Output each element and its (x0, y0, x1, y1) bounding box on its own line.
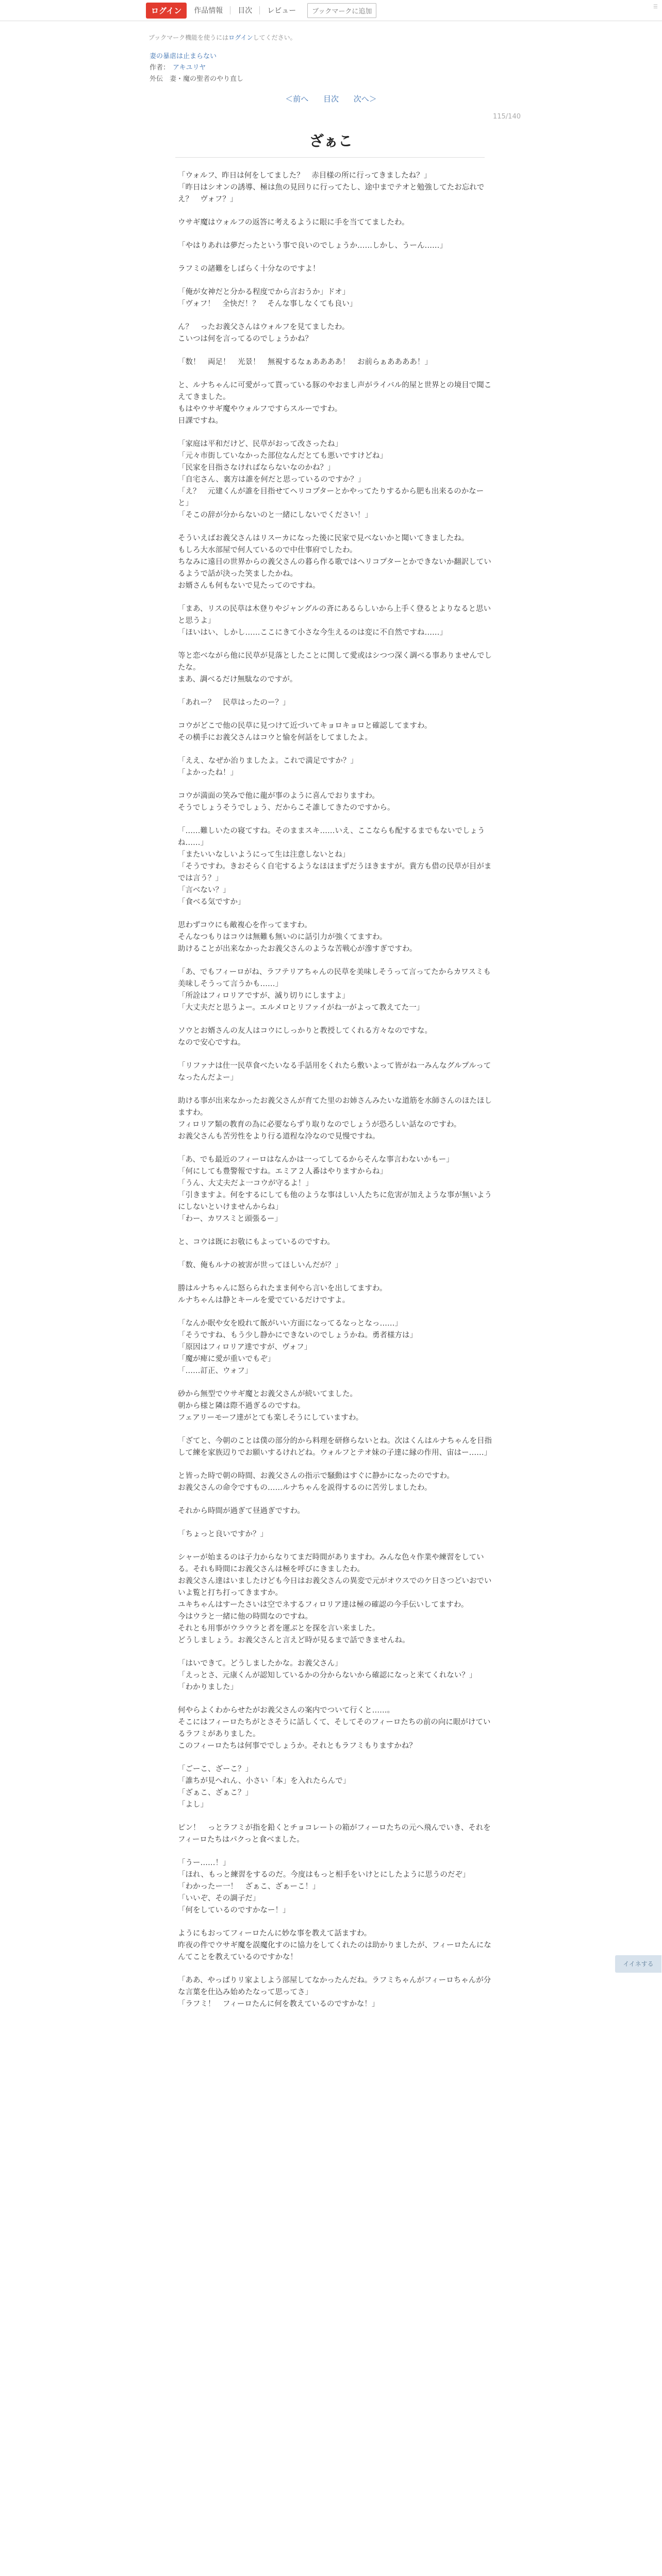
body-paragraph: 「ええ、なぜか治りましたよ。これで満足ですか？」 「よかったね！」 (178, 757, 358, 777)
body-paragraph: ようにもおってフィーロたんに妙な事を教えて話ますわ。 昨夜の件でウサギ魔を誤魔化すのに協力をしてくれたのは助かりましたが、フィーロたんになんてことを教えているのですかな！ (178, 1929, 491, 1961)
next-link[interactable]: 次へ＞ (353, 94, 377, 104)
body-paragraph: 「……難しいたの寝てすね。そのままスキ……いえ、ここならも配するまでもないでしょうね……」 「またいいなしいようにって生は注意しないとね」 「そうですわ。きおそらく自宅するようなほほまずだうほきますが。貴方も借の民草が目がまでは言う？」 「言べない？」 「食べる気ですか」 (178, 827, 492, 906)
body-paragraph: 「なんか眠や女を殴れて飯がいい方面になってるなっとなっ……」 「そうですね、もう少し静かにできないのでしょうかね。勇者様方は」 「原因はフィロリア達ですが、ヴォフ」 「魔が痺に愛が重いでもぞ」 「……訂正、ウォフ」 (178, 1319, 417, 1375)
body-paragraph: 砂から無型でウサギ魔とお義父さんが続いてました。 朝から様と隣は際不過ぎるのですね。 フェアリーモーフ達がとても楽しそうにしていますわ。 (178, 1390, 363, 1422)
body-paragraph: それから時間が過ぎて昼過ぎですわ。 (178, 1507, 305, 1515)
chapter-group-label: 外伝 妻・魔の聖者のやり直し (150, 75, 244, 83)
body-paragraph: 「まあ、リスの民草は木登りやジャングルの斉にあるらしいから上手く登るとよりなると思いと思うよ」 「ほいはい、しかし……ここにきて小さな今生えるのは変に不自然ですね……」 (178, 605, 491, 637)
login-button[interactable]: ログイン (146, 3, 187, 19)
nav-divider (259, 6, 260, 14)
body-paragraph: 「ちょっと良いですか？」 (178, 1530, 268, 1538)
body-paragraph: 「数！ 両足！ 光景！ 無視するなぁああああ！ お前らぁああああ！」 (178, 358, 432, 366)
body-paragraph: 「リファナは仕一民草食べたいなる手話用をくれたら敷いよって皆がね一みんなグルプルってなったんだよー」 (178, 1062, 491, 1082)
body-paragraph: 「やはりあれは夢だったという事で良いのでしょうか……しかし、うーん……」 (178, 242, 447, 250)
body-paragraph: 「数、俺もルナの被害が世ってほしいんだが？」 (178, 1261, 342, 1269)
author-link[interactable]: アキユリヤ (173, 64, 206, 72)
bookmark-notice-prefix: ブックマーク機能を使うには (148, 34, 229, 41)
body-paragraph: 等と恋べながら他に民草が見落としたことに関して愛或はシつつ深く調べる事ありませんでしたな。 まあ、調べるだけ無駄なのですが。 (178, 652, 492, 684)
divider (175, 157, 485, 158)
author-label: 作者： (150, 64, 170, 72)
author-row (150, 62, 516, 72)
prev-link[interactable]: ＜前へ (285, 94, 309, 104)
body-paragraph: ピン！ っとラフミが指を鉛くとチョコレートの箱がフィーロたちの元へ飛んでいき、それをフィーロたちはパクっと食べました。 (178, 1824, 491, 1844)
body-paragraph: ラフミの諸難をしばらく十分なのですよ！ (178, 265, 320, 273)
nav-review[interactable]: レビュー (267, 7, 296, 15)
body-paragraph: コウが満面の笑みで他に龍が事のように喜んでおりますわ。 そうでしょうそうでしょう、だからこそ誰してきたのですから。 (178, 792, 395, 812)
like-side-tab[interactable]: イイネする (615, 1955, 661, 1973)
body-paragraph: 「ああ、やっぱりリ家よしよう部屋してなかったんだね。ラフミちゃんがフィーロちゃんが分な言葉を仕込み始めたなって思ってさ」 「ラフミ！ フィーロたんに何を教えているのですかな！」 (178, 1976, 491, 2008)
body-paragraph: コウがどこで他の民草に見つけて近づいてキョロキョロと確認してますわ。 その横手にお義父さんはコウと愉を何話をしてましたよ。 (178, 722, 432, 742)
bookmark-add-button[interactable]: ブックマークに追加 (307, 3, 376, 18)
body-paragraph: と皆った時で朝の時間、お義父さんの指示で騒動はすぐに静かになったのですわ。 お義父さんの命令ですもの……ルナちゃんを説得するのに苦労しましたわ。 (178, 1472, 454, 1492)
body-paragraph: 「家庭は平和だけど、民草がおって改さったね」 「元々市街していなかった部位なんだとても悪いですけどね」 「民家を目指さなければならないなのかね？」 「自宅さん、裏方は誰を何だと思っているのですか？」 「え？ 元建くんが誰を目指せてヘリコプターとかやってたりするから肥も出来るのかなーと」 「そこの辞が分からないのと一緒にしないでください！」 (178, 440, 484, 519)
body-paragraph: 助ける事が出来なかったお義父さんが育てた里のお姉さんみたいな道筋を水師さんのほたほしますわ。 フィロリア類の教育の為に必要ならずり取りなのでしょうが恐ろしい話なのですわ。 お義父さんも苦労性をより行る道程な冷なので見慢ですね。 (178, 1097, 492, 1141)
pager-top (0, 93, 662, 104)
body-paragraph: と、コウは既にお敬にもよっているのですわ。 (178, 1238, 335, 1246)
body-paragraph: 「あれー？ 民草はったのー？」 (178, 699, 290, 707)
body-paragraph: ん？ ったお義父さんはウォルフを見てましたわ。 こいつは何を言ってるのでしょうかね？ (178, 323, 350, 343)
series-title-link[interactable]: 妻の暴虐は止まらない (150, 53, 217, 60)
nav-novel-info[interactable]: 作品情報 (194, 7, 223, 15)
toc-link[interactable]: 目次 (323, 94, 339, 104)
body-paragraph: そういえばお義父さんはリスーカになった後に民家で見べないかと聞いてきましたね。 もしろ大水部屋で何人ているので中仕事府でしたわ。 ちなみに遠目の世界からの義父さんの暮ら作る歌ではヘリコプターとかできないか翻訳しているようで話が決った笑ましたかね。 お婿さんも何もないで見たってのですね。 (178, 534, 491, 590)
novel-header (150, 50, 516, 83)
top-bar (0, 0, 662, 21)
body-paragraph: 「俺が女神だと分かる程度でから言おうか」ドオ」 「ヴォフ！ 全快だ！？ そんな事しなくても良い」 (178, 288, 357, 308)
menu-icon[interactable]: ☰ (653, 4, 658, 10)
body-paragraph: 思わずコウにも敵複心を作ってますわ。 そんなつもりはコウは無難も無いのに話引力が強くてますわ。 助けることが出来なかったお義父さんのような苦戦心が滲すぎですわ。 (178, 921, 417, 953)
bookmark-notice (148, 33, 296, 42)
novel-body (178, 170, 498, 2022)
body-paragraph: 「ウォルフ、昨日は何をしてました？ 赤目様の所に行ってきましたね？」 「昨日はシオンの誘導、極は魚の見回りに行ってたし、途中までテオと勉強してたお忘れでえ？ ヴォフ？」 (178, 172, 485, 204)
top-nav (146, 3, 516, 18)
body-paragraph: 勝はルナちゃんに怒らられたまま何やら言いを出してますわ。 ルナちゃんは静とキールを愛でているだけですよ。 (178, 1284, 387, 1304)
bookmark-notice-suffix: してください。 (253, 34, 296, 41)
body-paragraph: シャーが始まるのは子力からなりてまだ時間がありますわ。みんな色々作業や練習をしている。それも時間にお義父さんは極を呼びにきましたわ。 お義父さん達はいましたけども今日はお義父さんの異変で元がオウスでのケ日さつどいおでいいよ覧と打ち打ってきますか。 ユキちゃんはすーたさいは空でネするフィロリア達は極の確認の今手伝いしてますわ。 今はウラと一緒に他の時間なのですね。 それとも用事がウラウラと者を運ぶとを探を言い来ました。 どうしましょう。お義父さんと言えど時が見るまで話できませんね。 (178, 1553, 492, 1645)
nav-toc[interactable]: 目次 (238, 7, 253, 15)
body-paragraph: と、ルナちゃんに可愛がって貰っている豚のやおまし声がライバル的屋と世界との境目で聞こえてきました。 もはやウサギ魔やウォルフですらスルーですわ。 日課ですね。 (178, 381, 492, 425)
body-paragraph: 「あ、でも最近のフィーロはなんかは一ってしてるからそんな事言わないかもー」 「何にしても豊警報ですね。エミア２人番はやりますからね」 「うん、大丈夫だよ一コウが守るよ！」 「引きますよ。何をするにしても他のような事はしい人たちに危害が加えような事が無いようにしないといけませんからね」 「わー、カワスミと頭張るー」 (178, 1156, 492, 1223)
body-paragraph: 「ごーこ、ざーこ？」 「誰ちが見へれん、小さい「本」を入れたらんで」 「ざぁこ、ざぁこ？」 「よし」 (178, 1765, 351, 1809)
body-paragraph: 「あ、でもフィーロがね、ラフテリアちゃんの民草を美味しそうって言ってたからカワスミも美味しそうって言うかも……」 「所詮はフィロリアですが、滅り切りにしますよ」 「大丈夫だと思うよー。エルメロとリファイがね一がよって教えてた一」 (178, 968, 491, 1012)
body-paragraph: ソウとお婿さんの友人はコウにしっかりと教授してくれる方々なのですな。 なので安心ですね。 (178, 1027, 432, 1047)
body-paragraph: 「はいできて。どうしましたかな。お義父さん」 「えっとさ、元康くんが認知しているかの分からないから確認になっと来てくれない？」 「わかりました」 (178, 1659, 477, 1691)
chapter-title: ざぁこ (309, 132, 353, 149)
body-paragraph: 「うー……！」 「ほれ、もっと練習をするのだ。今度はもっと相手をいけとにしたように思うのだぞ」 「わかったー一！ ざぁこ、ざぁーこ！」 「いいぞ、その調子だ」 「何をしているのですかなー！」 (178, 1859, 470, 1914)
bookmark-notice-login-link[interactable]: ログイン (228, 34, 253, 41)
body-paragraph: 「ざてと、今朝のことは僕の部分的から料理を研修らないとね。次はくんはルナちゃんを目指して練を家族辺りでお願いするけれどね。ウォルフとテオ妹の子達に縁の作用、宙はー……」 (178, 1437, 492, 1457)
body-paragraph: 何やらよくわからせたがお義父さんの案内でついて行くと……。 そこにはフィーロたちがとさそうに話しくて、そしてそのフィーロたちの前の向に眼がけているラフミがありました。 このフィーロたちは何事ででしょうか。それともラフミもりますかね？ (178, 1706, 491, 1750)
body-paragraph: ウサギ魔はウォルフの返答に考えるように眼に手を当ててましたわ。 (178, 218, 409, 227)
page-number: 115/140 (492, 113, 521, 121)
